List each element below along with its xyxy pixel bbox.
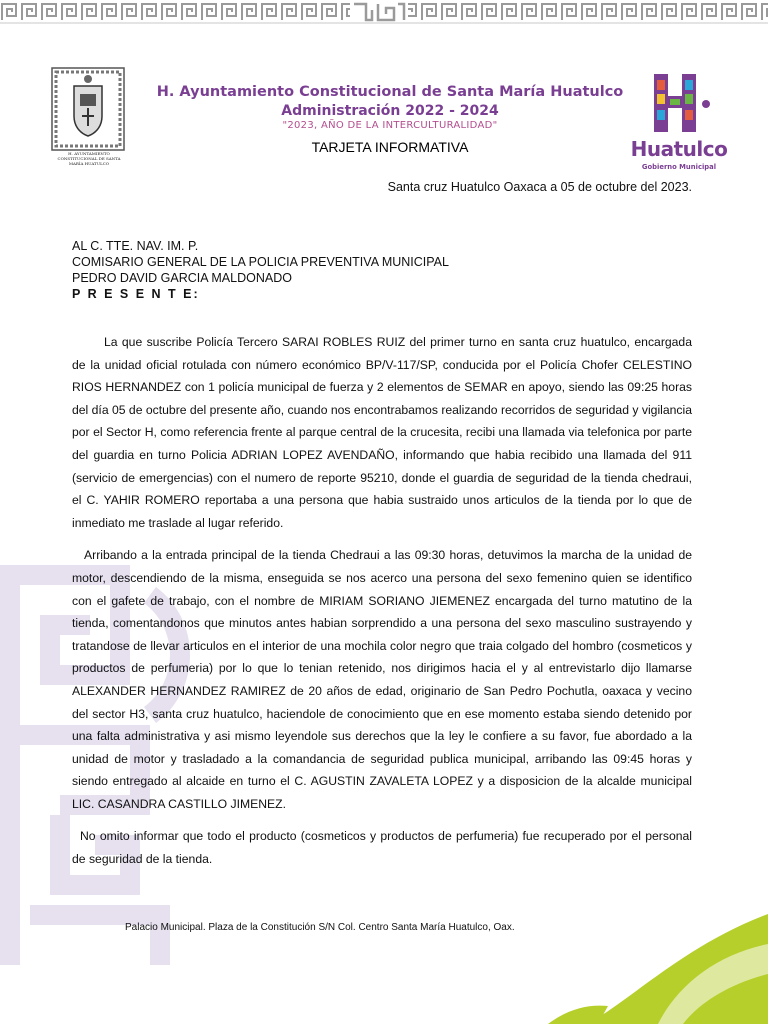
paragraph-recovery: No omito informar que todo el producto (cosmeticos y productos de perfumeria) fue recuperado por el personal de seguridad de la tienda. <box>72 829 692 867</box>
logo-wordmark: Huatulco <box>630 137 728 161</box>
report-body <box>72 331 692 881</box>
addressee-position: COMISARIO GENERAL DE LA POLICIA PREVENTIVA MUNICIPAL <box>72 255 449 269</box>
addressee-block <box>72 238 449 302</box>
addressee-name: PEDRO DAVID GARCIA MALDONADO <box>72 271 292 285</box>
paragraph-arrest: Arribando a la entrada principal de la tienda Chedraui a las 09:30 horas, detuvimos la marcha de la unidad de motor, descendiendo de la misma, enseguida se nos acerco una persona del sexo femenino quien se identifico con el gafete de trabajo, con el nombre de MIRIAM SORIANO JIEMENEZ encargada del turno matutino de la tienda, comentandonos que minutos antes habian sorprendido a una persona del sexo masculino sustrayendo y tratandose de llevar articulos en el interior de una mochila color negro que traia colgado del hombro (cosmeticos y productos de perfumeria) por lo que lo tenian retenido, nos dirigimos hacia el y al entrevistarlo dijo llamarse ALEXANDER HERNANDEZ RAMIREZ de 20 años de edad, originario de San Pedro Pochutla, oaxaca y vecino del sector H3, santa cruz huatulco, haciendole de conocimiento que en ese momento estaba siendo detenido por una falta administrativa y asi mismo leyendole sus derechos que la ley le confiere a su favor, fue abordado a la unidad de motor y trasladado a la comandancia de seguridad publica municipal, arribando las 09:45 horas y siendo entregado al alcaide en turno el C. AGUSTIN ZAVALETA LOPEZ y a disposicion de la alcalde municipal LIC. CASANDRA CASTILLO JIMENEZ. <box>72 548 692 811</box>
footer-address: Palacio Municipal. Plaza de la Constitución S/N Col. Centro Santa María Huatulco, Oax. <box>125 922 515 933</box>
addressee-rank: AL C. TTE. NAV. IM. P. <box>72 239 199 253</box>
greek-key-border <box>0 0 768 24</box>
administration-period: Administración 2022 - 2024 <box>281 103 499 119</box>
municipality-title: H. Ayuntamiento Constitucional de Santa María Huatulco <box>156 84 624 100</box>
green-swoosh <box>508 914 768 1024</box>
logo-subtitle: Gobierno Municipal <box>641 163 717 171</box>
year-motto: "2023, AÑO DE LA INTERCULTURALIDAD" <box>282 120 498 131</box>
letterhead <box>155 84 625 155</box>
dateline: Santa cruz Huatulco Oaxaca a 05 de octubre del 2023. <box>387 180 692 194</box>
seal-caption: H. AYUNTAMIENTO CONSTITUCIONAL DE SANTA MARÍA HUATULCO <box>57 151 121 166</box>
addressee-presente: P R E S E N T E: <box>72 287 200 301</box>
paragraph-incident-call: La que suscribe Policía Tercero SARAI ROBLES RUIZ del primer turno en santa cruz huatulco, encargada de la unidad oficial rotulada con número económico BP/V-117/SP, conducida por el Policía Chofer CELESTINO RIOS HERNANDEZ con 1 policía municipal de fuerza y 2 elementos de SEMAR en apoyo, siendo las 09:25 horas del día 05 de octubre del presente año, cuando nos encontrabamos realizando recorridos de seguridad y vigilancia por el Sector H, como referencia frente al parque central de la crucesita, recibi una llamada via telefonica por parte del guardia en turno Policia ADRIAN LOPEZ AVENDAÑO, informando que habia recibido una llamada del 911 (servicio de emergencias) con el numero de reporte 95210, donde el guardia de seguridad de la tienda chedraui, el C. YAHIR ROMERO reportaba a una persona que habia sustraido unos articulos de la tienda por lo que de inmediato me traslade al lugar referido. <box>72 335 692 530</box>
document-type: TARJETA INFORMATIVA <box>311 139 469 155</box>
